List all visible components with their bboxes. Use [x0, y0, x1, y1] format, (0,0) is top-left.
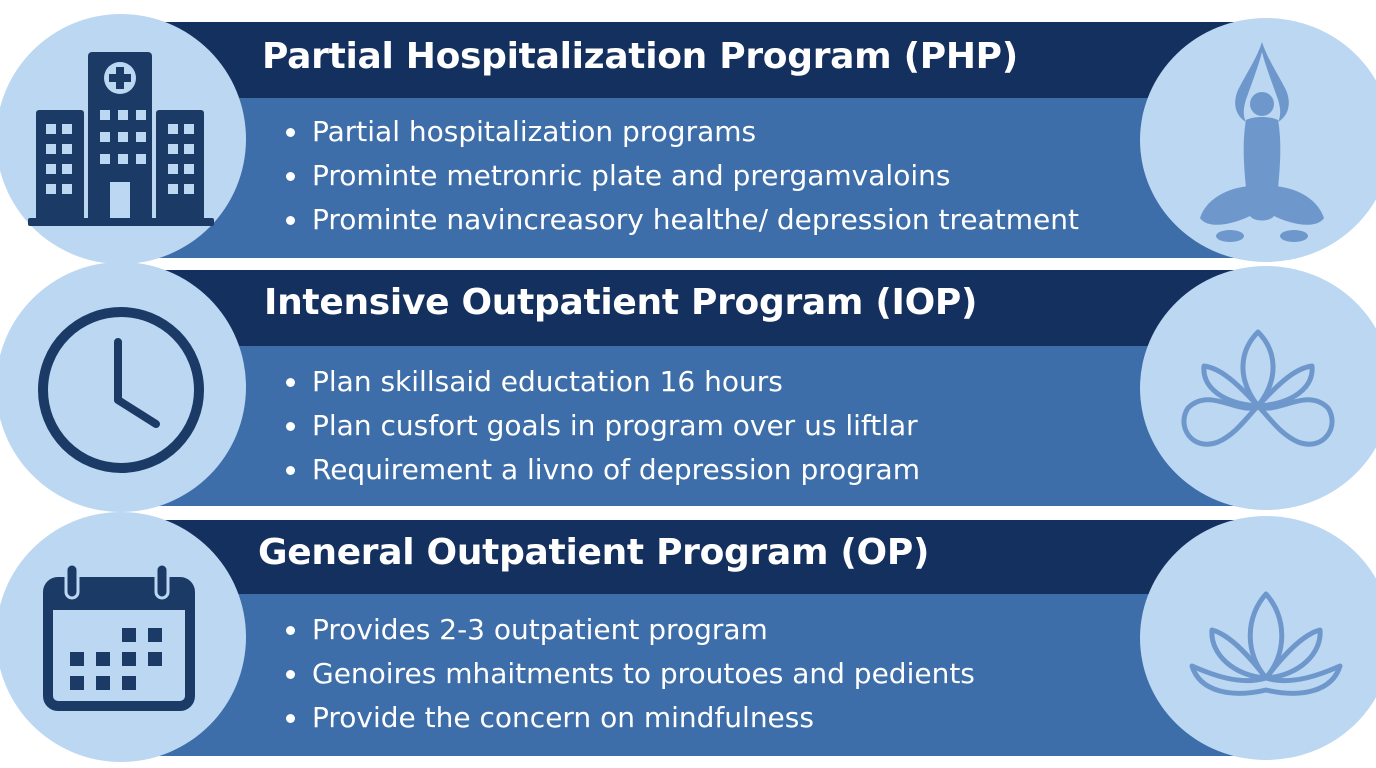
lotus-icon [1140, 516, 1376, 760]
left-icon-circle [0, 512, 246, 762]
program-bullet-list [286, 608, 975, 740]
lotus-icon [1140, 266, 1376, 510]
hospital-icon [0, 14, 246, 264]
bullet-item: Provides 2-3 outpatient program [286, 608, 975, 652]
program-row-php [0, 14, 1376, 264]
bullet-item: Genoires mhaitments to proutoes and pedients [286, 652, 975, 696]
program-bullet-list [286, 110, 1079, 242]
right-icon-circle [1140, 516, 1376, 760]
left-icon-circle [0, 14, 246, 264]
bullet-item: Provide the concern on mindfulness [286, 696, 975, 740]
left-icon-circle [0, 262, 246, 512]
program-title: Partial Hospitalization Program (PHP) [262, 36, 1018, 77]
bullet-item: Partial hospitalization programs [286, 110, 1079, 154]
yoga-meditation-icon [1140, 18, 1376, 262]
program-title: Intensive Outpatient Program (IOP) [264, 282, 978, 323]
calendar-icon [0, 512, 246, 762]
bullet-item: Plan cusfort goals in program over us liftlar [286, 404, 920, 448]
program-title: General Outpatient Program (OP) [258, 532, 930, 573]
program-bullet-list [286, 360, 920, 492]
clock-icon [0, 262, 246, 512]
bullet-item: Prominte navincreasory healthe/ depression treatment [286, 198, 1079, 242]
program-row-iop [0, 262, 1376, 512]
bullet-item: Requirement a livno of depression program [286, 448, 920, 492]
bullet-item: Prominte metronric plate and prergamvaloins [286, 154, 1079, 198]
right-icon-circle [1140, 266, 1376, 510]
program-row-op [0, 512, 1376, 762]
bullet-item: Plan skillsaid eductation 16 hours [286, 360, 920, 404]
right-icon-circle [1140, 18, 1376, 262]
